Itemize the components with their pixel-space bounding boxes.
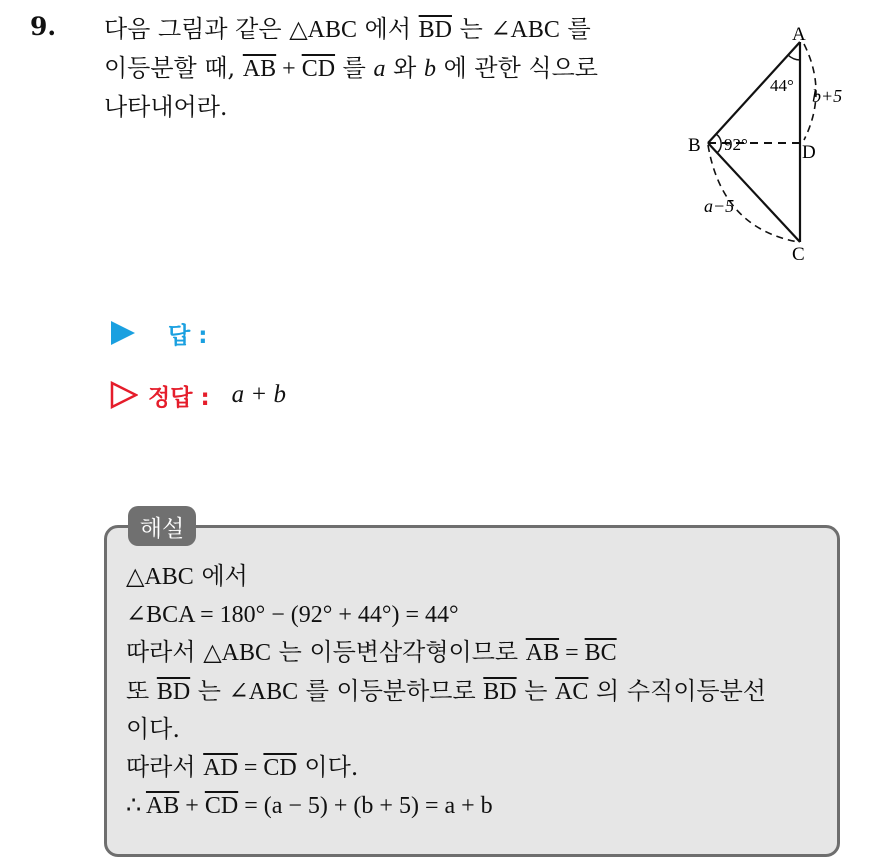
text: 는 이등변삼각형이므로 xyxy=(271,638,526,666)
label-d: D xyxy=(802,142,816,163)
final-equation: = (a − 5) + (b + 5) = a + b xyxy=(238,793,493,819)
answer-label: 답 : xyxy=(168,322,208,349)
triangle-abc: △ABC xyxy=(289,17,357,43)
outline-triangle-icon xyxy=(110,381,138,409)
text: 에서 xyxy=(357,15,419,43)
segment-ac: $\overline{AC}$ xyxy=(555,678,589,705)
text: 는 xyxy=(516,676,556,705)
segment-bd: $\overline{BD}$ xyxy=(418,17,452,43)
angle-abc: ∠ABC xyxy=(490,17,560,43)
question-line-3: 나타내어라. xyxy=(104,93,228,121)
triangle-figure xyxy=(680,20,870,270)
segment-bd: $\overline{BD}$ xyxy=(156,678,191,705)
segment-bc: $\overline{BC}$ xyxy=(584,640,617,666)
correct-answer-row xyxy=(110,378,286,412)
side-bc xyxy=(708,143,800,242)
text: 따라서 xyxy=(126,752,204,781)
arc-bc xyxy=(708,145,798,242)
segment-ab: $\overline{AB}$ xyxy=(145,793,180,819)
question-text xyxy=(104,10,664,126)
segment-cd: $\overline{CD}$ xyxy=(263,754,297,781)
side-bc-label: a−5 xyxy=(704,196,735,216)
solution-line-1 xyxy=(126,558,838,597)
solution-line-2: ∠BCA = 180° − (92° + 44°) = 44° xyxy=(126,601,459,628)
equals-sign: = xyxy=(237,754,264,781)
angle-a-label: 44° xyxy=(770,76,794,95)
angle-abc: ∠ABC xyxy=(228,678,299,705)
variable-b: b xyxy=(423,56,436,82)
segment-bd: $\overline{BD}$ xyxy=(483,678,517,705)
solution-text xyxy=(126,558,838,826)
answer-row xyxy=(110,317,207,349)
triangle-abc: △ABC xyxy=(203,640,271,666)
equals-sign: = xyxy=(559,640,585,666)
correct-answer-label: 정답 : xyxy=(148,384,210,411)
angle-b-label: 92° xyxy=(724,135,748,154)
angle-mark-b xyxy=(716,134,721,153)
label-a: A xyxy=(792,24,806,45)
solution-line-3 xyxy=(126,634,838,673)
segment-ab: $\overline{AB}$ xyxy=(242,56,277,82)
text: 다음 그림과 같은 xyxy=(104,15,290,43)
label-c: C xyxy=(792,244,805,265)
question-line-2 xyxy=(104,49,664,88)
segment-ad: $\overline{AD}$ xyxy=(203,754,238,781)
text: 를 이등분하므로 xyxy=(298,676,484,705)
solution-line-6 xyxy=(126,749,838,788)
segment-cd: $\overline{CD}$ xyxy=(301,56,336,82)
text: 따라서 xyxy=(126,638,204,666)
text: 이등분할 때, xyxy=(104,54,243,82)
variable-a: a xyxy=(373,56,386,82)
solution-tab: 해설 xyxy=(128,506,196,546)
question-number: 9. xyxy=(30,12,57,41)
correct-answer-value: a + b xyxy=(231,381,287,408)
plus-sign: + xyxy=(179,793,205,819)
play-triangle-icon xyxy=(110,320,136,346)
triangle-abc: △ABC xyxy=(126,564,194,590)
text: 를 xyxy=(559,15,591,43)
text: 이다. xyxy=(296,752,359,781)
text: 를 xyxy=(335,54,374,82)
text: 와 xyxy=(385,54,424,82)
angle-mark-a xyxy=(788,55,800,60)
solution-line-5: 이다. xyxy=(126,715,180,743)
text: 는 xyxy=(451,15,491,43)
segment-ab: $\overline{AB}$ xyxy=(525,640,560,666)
segment-cd: $\overline{CD}$ xyxy=(204,793,239,819)
text: 에서 xyxy=(193,562,248,590)
question-line-1 xyxy=(104,10,664,49)
text: 또 xyxy=(126,676,157,705)
plus-sign: + xyxy=(276,56,302,82)
text: 는 xyxy=(190,676,229,705)
label-b: B xyxy=(688,135,701,156)
text: 에 관한 식으로 xyxy=(435,54,598,82)
side-ad-label: b+5 xyxy=(812,86,843,106)
solution-line-4 xyxy=(126,673,838,712)
solution-line-7 xyxy=(126,787,838,826)
text: 의 수직이등분선 xyxy=(588,676,766,705)
therefore-sign: ∴ xyxy=(126,793,146,819)
